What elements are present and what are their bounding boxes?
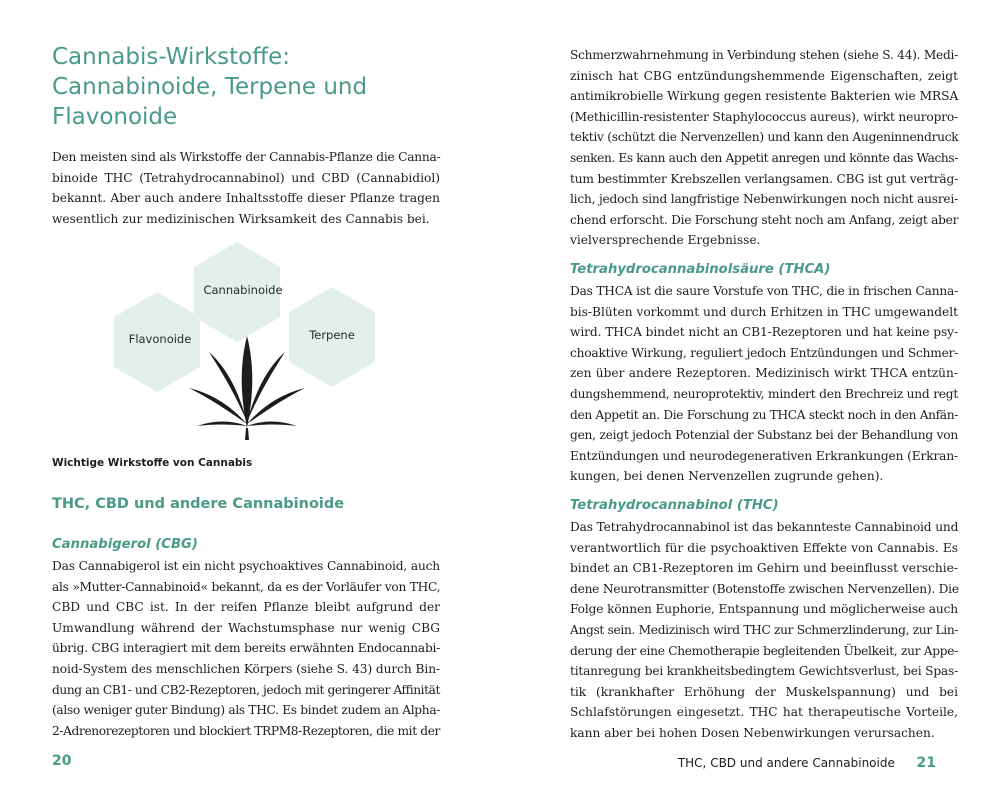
text-line: chend erforscht. Die Forschung steht noch am Anfang, zeigt aber — [570, 212, 959, 227]
text-line: dung an CB1- und CB2-Rezeptoren, jedoch mit geringerer Affinität — [52, 682, 440, 697]
text-line: Umwandlung während der Wachstumsphase nur wenig CBG — [52, 620, 440, 635]
running-head — [678, 755, 936, 771]
text-line: zen über andere Rezeptoren. Medizinisch wirkt THCA entzün- — [570, 366, 958, 381]
chapter-title-line: Flavonoide — [52, 104, 178, 130]
text-line: senken. Es kann auch den Appetit anregen und könnte das Wachs- — [570, 150, 958, 165]
figure-caption: Wichtige Wirkstoffe von Cannabis — [52, 457, 253, 469]
text-line: Angst sein. Medizinisch wird THC zur Schmerzlinderung, zur Lin- — [570, 622, 959, 637]
text-line: vielversprechende Ergebnisse. — [570, 233, 761, 248]
page-number-left: 20 — [52, 753, 72, 769]
text-line: den Appetit an. Die Forschung zu THCA steckt noch in den Anfän- — [570, 407, 958, 422]
text-line: tum bestimmter Krebszellen verlangsamen. CBG ist gut verträg- — [570, 171, 958, 186]
active-ingredients-diagram — [100, 240, 390, 440]
text-line: tektiv (schützt die Nervenzellen) und kann den Augeninnendruck — [570, 130, 959, 145]
text-line: bekannt. Aber auch andere Inhaltsstoffe dieser Pflanze tragen — [52, 191, 440, 206]
text-line: binoide THC (Tetrahydrocannabinol) und CBD (Cannabidiol) — [52, 170, 440, 185]
text-line: lich, jedoch sind langfristige Nebenwirkungen noch nicht ausrei- — [570, 192, 958, 207]
text-line: übrig. CBG interagiert mit dem bereits erwähnten Endocannabi- — [52, 641, 441, 656]
text-line: Das Tetrahydrocannabinol ist das bekannteste Cannabinoid und — [570, 520, 959, 534]
text-line: CBD und CBC ist. In der reifen Pflanze bleibt aufgrund der — [52, 600, 440, 615]
text-line: Schmerzwahrnehmung in Verbindung stehen (siehe S. 44). Medi- — [570, 48, 958, 62]
page-number-right: 21 — [916, 755, 936, 771]
text-line: bis-Blüten vorkommt und durch Erhitzen in THC umgewandelt — [570, 304, 958, 319]
text-line: zinisch hat CBG entzündungshemmende Eigenschaften, zeigt — [570, 68, 958, 83]
text-line: antimikrobielle Wirkung gegen resistente Bakterien wie MRSA — [570, 89, 959, 104]
section-heading: THC, CBD und andere Cannabinoide — [52, 496, 345, 512]
text-line: dungshemmend, neuroprotektiv, mindert den Brechreiz und regt — [570, 386, 958, 401]
text-line: Schlafstörungen eingesetzt. THC hat therapeutische Vorteile, — [570, 705, 958, 720]
thca-heading: Tetrahydrocannabinolsäure (THCA) — [570, 262, 831, 277]
text-line: kungen, bei denen Nervenzellen zugrunde gehen). — [570, 469, 884, 484]
text-line: (also weniger guter Bindung) als THC. Es bindet zudem an Alpha- — [52, 703, 441, 718]
cbg-continued-paragraph — [570, 45, 958, 251]
text-line: Das THCA ist die saure Vorstufe von THC, die in frischen Canna- — [570, 284, 958, 298]
cannabis-leaf-icon — [189, 336, 305, 440]
text-line: dene Neurotransmitter (Botenstoffe zwischen Nervenzellen). Die — [570, 581, 959, 596]
text-line: wesentlich zur medizinischen Wirksamkeit des Cannabis bei. — [52, 211, 430, 226]
text-line: derung der eine Chemotherapie begleitenden Übelkeit, zur Appe- — [570, 643, 958, 658]
thca-paragraph — [570, 281, 958, 487]
text-line: choaktive Wirkung, reguliert jedoch Entzündungen und Schmer- — [570, 345, 959, 360]
chapter-title — [52, 42, 452, 132]
text-line: gen, zeigt jedoch Potenzial der Substanz bei der Behandlung von — [570, 428, 958, 443]
text-line: bindet an CB1-Rezeptoren im Gehirn und beeinflusst verschie- — [570, 561, 958, 576]
intro-paragraph — [52, 147, 440, 229]
text-line: Den meisten sind als Wirkstoffe der Cannabis-Pflanze die Canna- — [52, 150, 441, 164]
cbg-paragraph — [52, 556, 440, 741]
text-line: 2-Adrenorezeptoren und blockiert TRPM8-Rezeptoren, die mit der — [52, 723, 440, 738]
label-cannabinoide: Cannabinoide — [203, 283, 283, 297]
label-terpene: Terpene — [309, 328, 355, 342]
text-line: verantwortlich für die psychoaktiven Effekte von Cannabis. Es — [570, 540, 958, 555]
text-line: tik (krankhafter Erhöhung der Muskelspannung) und bei — [570, 684, 958, 699]
text-line: (Methicillin-resistenter Staphylococcus aureus), wirkt neuropro- — [570, 109, 958, 124]
chapter-title-line: Cannabinoide, Terpene und — [52, 74, 368, 100]
text-line: Das Cannabigerol ist ein nicht psychoaktives Cannabinoid, auch — [52, 559, 440, 573]
text-line: noid-System des menschlichen Körpers (siehe S. 43) durch Bin- — [52, 661, 440, 676]
thc-heading: Tetrahydrocannabinol (THC) — [570, 498, 779, 513]
text-line: wird. THCA bindet nicht an CB1-Rezeptoren und hat keine psy- — [570, 325, 958, 340]
label-flavonoide: Flavonoide — [128, 332, 192, 346]
text-line: Folge können Euphorie, Entspannung und möglicherweise auch — [570, 602, 958, 617]
text-line: kann aber bei hohen Dosen Nebenwirkungen verursachen. — [570, 725, 935, 740]
text-line: titanregung bei krankheitsbedingtem Gewichtsverlust, bei Spas- — [570, 664, 958, 679]
text-line: Entzündungen und neurodegenerativen Erkrankungen (Erkran- — [570, 448, 959, 463]
chapter-title-line: Cannabis-Wirkstoffe: — [52, 44, 290, 70]
thc-paragraph — [570, 517, 958, 744]
cbg-heading: Cannabigerol (CBG) — [52, 537, 198, 552]
text-line: als »Mutter-Cannabinoid« bekannt, da es der Vorläufer von THC, — [52, 579, 441, 594]
running-head-title: THC, CBD und andere Cannabinoide — [677, 756, 895, 770]
